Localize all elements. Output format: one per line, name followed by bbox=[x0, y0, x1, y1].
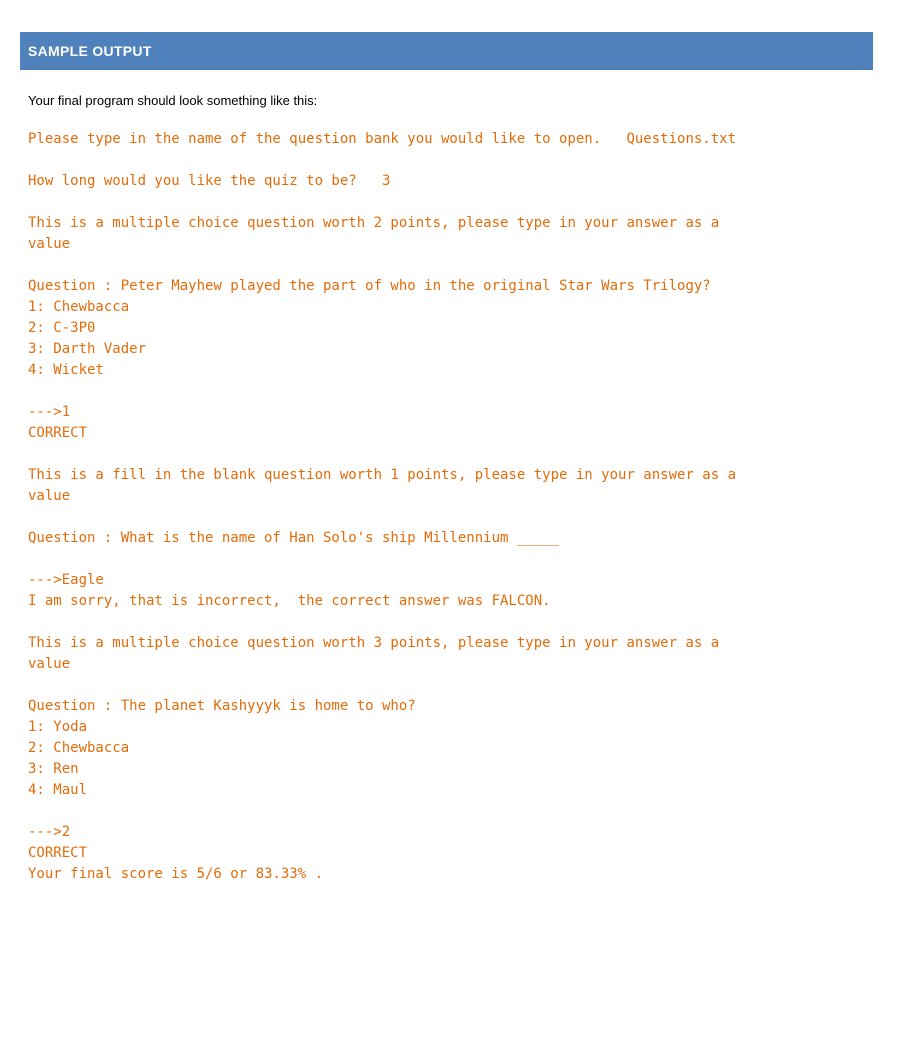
intro-text: Your final program should look something like this: bbox=[28, 93, 318, 108]
console-line-question2: Question : What is the name of Han Solo's ship Millennium _____ bbox=[28, 530, 560, 546]
section-header-banner bbox=[20, 32, 873, 70]
console-line-open-bank: Please type in the name of the question bank you would like to open. Questions.txt bbox=[28, 131, 737, 147]
console-line-question1-intro-cont: value bbox=[28, 236, 71, 252]
console-line-result: I am sorry, that is incorrect, the correct answer was FALCON. bbox=[28, 593, 551, 609]
section-title: SAMPLE OUTPUT bbox=[28, 43, 152, 59]
console-line-question1: Question : Peter Mayhew played the part of who in the original Star Wars Trilogy? bbox=[28, 278, 711, 294]
console-line-option: 1: Chewbacca bbox=[28, 299, 130, 315]
console-line-final-score: Your final score is 5/6 or 83.33% . bbox=[28, 866, 324, 882]
console-line-question1-intro: This is a multiple choice question worth 2 points, please type in your answer as a bbox=[28, 215, 720, 231]
console-line-option: 3: Darth Vader bbox=[28, 341, 147, 357]
console-line-option: 4: Wicket bbox=[28, 362, 104, 378]
console-line-user-input: --->2 bbox=[28, 824, 71, 840]
console-line-option: 2: Chewbacca bbox=[28, 740, 130, 756]
console-line-user-input: --->1 bbox=[28, 404, 71, 420]
console-line-result: CORRECT bbox=[28, 425, 88, 441]
console-line-option: 1: Yoda bbox=[28, 719, 88, 735]
console-line-question3: Question : The planet Kashyyyk is home to who? bbox=[28, 698, 416, 714]
console-line-question2-intro: This is a fill in the blank question worth 1 points, please type in your answer as a bbox=[28, 467, 737, 483]
console-line-quiz-length: How long would you like the quiz to be? 3 bbox=[28, 173, 391, 189]
console-line-option: 2: C-3P0 bbox=[28, 320, 96, 336]
sample-console-output bbox=[28, 129, 878, 885]
console-line-option: 4: Maul bbox=[28, 782, 88, 798]
console-line-question3-intro: This is a multiple choice question worth 3 points, please type in your answer as a bbox=[28, 635, 720, 651]
console-line-question3-intro-cont: value bbox=[28, 656, 71, 672]
console-line-option: 3: Ren bbox=[28, 761, 79, 777]
console-line-result: CORRECT bbox=[28, 845, 88, 861]
console-line-user-input: --->Eagle bbox=[28, 572, 104, 588]
console-line-question2-intro-cont: value bbox=[28, 488, 71, 504]
